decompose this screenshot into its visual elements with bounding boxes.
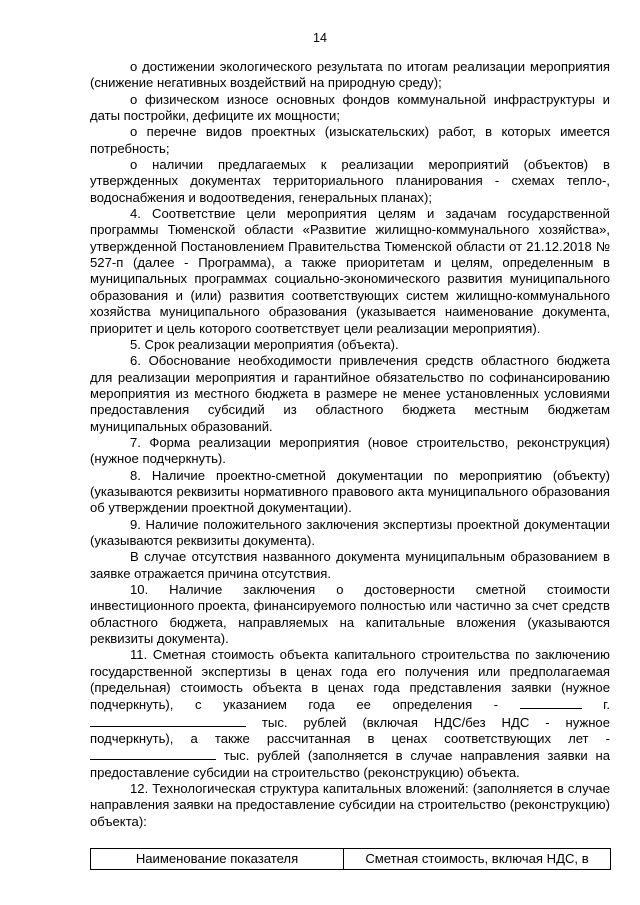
document-body (90, 59, 610, 830)
year-blank (520, 696, 582, 709)
paragraph: 9. Наличие положительного заключения экспертизы проектной документации (указываются реквизиты документа). (90, 516, 610, 548)
paragraph: 6. Обоснование необходимости привлечения средств областного бюджета для реализации мероприятия и гарантийное обязательство по софинансированию мероприятия из местного бюджета в размере не менее установленных условиями предоставления субсидий из областного бюджета местным бюджетам муниципальных образований. (90, 353, 610, 434)
p11-text-3: тыс. рублей (включая НДС/без НДС - нужное подчеркнуть), а также рассчитанная в ценах соответствующих лет - (90, 714, 610, 747)
paragraph: 4. Соответствие цели мероприятия целям и задачам государственной программы Тюменской области «Развитие жилищно-коммунального хозяйства», утвержденной Постановлением Правительства Тюменской области от 21.12.2018 № 527-п (далее - Программа), а также приоритетам и целям, определенным в муниципальных программах социально-экономического развития муниципального образования и (или) развития соответствующих систем жилищно-коммунального хозяйства муниципального образования (указывается наименование документа, приоритет и цель которого соответствует цели реализации мероприятия). (90, 206, 610, 336)
table-header-cell: Сметная стоимость, включая НДС, в (344, 849, 611, 870)
paragraph: 8. Наличие проектно-сметной документации по мероприятию (объекту) (указываются реквизиты нормативного правового акта муниципального образования об утверждении проектной документации). (90, 467, 610, 516)
paragraph: В случае отсутствия названного документа муниципальным образованием в заявке отражается причина отсутствия. (90, 549, 610, 581)
cost-years-blank (90, 747, 216, 760)
tech-structure-table (90, 848, 611, 870)
paragraph: 7. Форма реализации мероприятия (новое строительство, реконструкция) (нужное подчеркнуть). (90, 434, 610, 467)
paragraph-12: 12. Технологическая структура капитальных вложений: (заполняется в случае направления заявки на предоставление субсидии на строительство (реконструкцию) объекта): (90, 781, 610, 829)
paragraph: 10. Наличие заключения о достоверности сметной стоимости инвестиционного проекта, финансируемого полностью или частично за счет средств областного бюджета, направляемых на капитальные вложения (указываются реквизиты документа). (90, 582, 610, 647)
cost-blank (90, 714, 246, 727)
paragraph: о физическом износе основных фондов коммунальной инфраструктуры и даты постройки, дефиците их мощности; (90, 91, 610, 124)
p11-text-1: 11. Сметная стоимость объекта капитального строительства по заключению государственной экспертизы в ценах года его получения или предполагаемая (предельная) стоимость объекта в ценах года представления заявки (нужное подчеркнуть), с указанием года ее определения - (90, 647, 610, 713)
paragraph: о перечне видов проектных (изыскательских) работ, в которых имеется потребность; (90, 124, 610, 156)
page-number: 14 (313, 31, 327, 45)
paragraph: о наличии предлагаемых к реализации мероприятий (объектов) в утвержденных документах территориального планирования - схемах тепло-, водоснабжения и водоотведения, генеральных планах); (90, 157, 610, 205)
table-header-row (91, 849, 611, 870)
paragraph-11 (90, 647, 610, 781)
p11-text-4: тыс. рублей (заполняется в случае направления заявки на предоставление субсидии на строительство (реконструкцию) объекта. (90, 748, 610, 780)
table-header-cell: Наименование показателя (91, 849, 344, 870)
p11-text-2: г. (581, 697, 610, 713)
paragraph: 5. Срок реализации мероприятия (объекта). (130, 336, 399, 352)
paragraph: о достижении экологического результата по итогам реализации мероприятия (снижение негативных воздействий на природную среду); (90, 59, 610, 91)
